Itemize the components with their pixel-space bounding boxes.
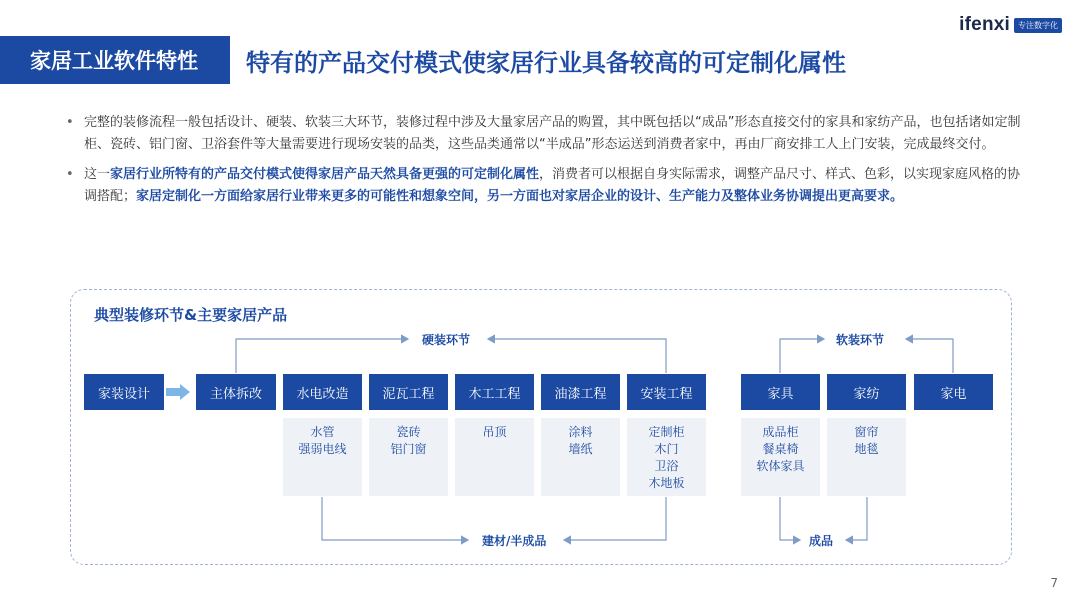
products-carpentry bbox=[455, 418, 534, 496]
semi-finished-label: 建材/半成品 bbox=[476, 532, 552, 549]
product-item: 铝门窗 bbox=[390, 442, 427, 456]
header bbox=[0, 36, 1080, 84]
stage-plumbing-electrical: 水电改造 bbox=[283, 374, 362, 410]
page-number: 7 bbox=[1050, 576, 1058, 590]
bullet-2-text-b: ，消费者可以根据自身实际需求，调整产品尺寸、样式、色彩，以实现家庭风格的协调搭配； bbox=[84, 167, 1021, 204]
stage-appliances: 家电 bbox=[914, 374, 993, 410]
product-item: 涂料 bbox=[568, 425, 593, 439]
product-item: 卫浴 bbox=[654, 459, 679, 473]
products-plumbing-electrical bbox=[283, 418, 362, 496]
product-item: 餐桌椅 bbox=[762, 442, 799, 456]
header-divider bbox=[228, 36, 230, 84]
diagram-title: 典型装修环节&主要家居产品 bbox=[94, 306, 288, 324]
product-item: 成品柜 bbox=[762, 425, 799, 439]
bullet-list bbox=[66, 112, 1026, 216]
product-item: 强弱电线 bbox=[298, 442, 347, 456]
products-painting bbox=[541, 418, 620, 496]
products-masonry bbox=[369, 418, 448, 496]
stage-furniture: 家具 bbox=[741, 374, 820, 410]
products-installation bbox=[627, 418, 706, 496]
product-item: 定制柜 bbox=[648, 425, 685, 439]
bullet-1-text: 完整的装修流程一般包括设计、硬装、软装三大环节，装修过程中涉及大量家居产品的购置，其中既包括以“成品”形态直接交付的家具和家纺产品，也包括诸如定制柜、瓷砖、铝门窗、卫浴套件等大量需要进行现场安装的品类，这些品类通常以“半成品”形态运送到消费者家中，再由厂商安排工人上门安装，完成最终交付。 bbox=[84, 115, 1021, 152]
bullet-1 bbox=[66, 112, 1026, 156]
bullet-2-highlight-a: 家居行业所特有的产品交付模式使得家居产品天然具备更强的可定制化属性 bbox=[110, 167, 540, 182]
stage-painting: 油漆工程 bbox=[541, 374, 620, 410]
stage-installation: 安装工程 bbox=[627, 374, 706, 410]
products-furniture bbox=[741, 418, 820, 496]
product-item: 软体家具 bbox=[756, 459, 805, 473]
logo-wordmark: ifenxi bbox=[959, 14, 1010, 35]
bullet-2-text-a: 这一 bbox=[84, 167, 111, 182]
logo-tagline: 专注数字化 bbox=[1014, 18, 1062, 33]
stage-design: 家装设计 bbox=[84, 374, 164, 410]
stage-carpentry: 木工工程 bbox=[455, 374, 534, 410]
product-item: 窗帘 bbox=[854, 425, 879, 439]
soft-decoration-label: 软装环节 bbox=[830, 331, 890, 348]
product-item: 瓷砖 bbox=[396, 425, 421, 439]
product-item: 木门 bbox=[654, 442, 679, 456]
section-badge: 家居工业软件特性 bbox=[0, 36, 228, 84]
product-item: 吊顶 bbox=[482, 425, 507, 439]
stage-textiles: 家纺 bbox=[827, 374, 906, 410]
hard-decoration-label: 硬装环节 bbox=[416, 331, 476, 348]
product-item: 木地板 bbox=[648, 476, 685, 490]
brand-logo bbox=[959, 14, 1062, 36]
page-title: 特有的产品交付模式使家居行业具备较高的可定制化属性 bbox=[246, 48, 846, 77]
finished-label: 成品 bbox=[803, 532, 839, 549]
stage-masonry: 泥瓦工程 bbox=[369, 374, 448, 410]
stage-demolition: 主体拆改 bbox=[196, 374, 276, 410]
bullet-2-highlight-b: 家居定制化一方面给家居行业带来更多的可能性和想象空间，另一方面也对家居企业的设计、生产能力及整体业务协调提出更高要求。 bbox=[136, 189, 904, 204]
bullet-2 bbox=[66, 164, 1026, 208]
product-item: 地毯 bbox=[854, 442, 879, 456]
products-textiles bbox=[827, 418, 906, 496]
product-item: 墙纸 bbox=[568, 442, 593, 456]
product-item: 水管 bbox=[310, 425, 335, 439]
